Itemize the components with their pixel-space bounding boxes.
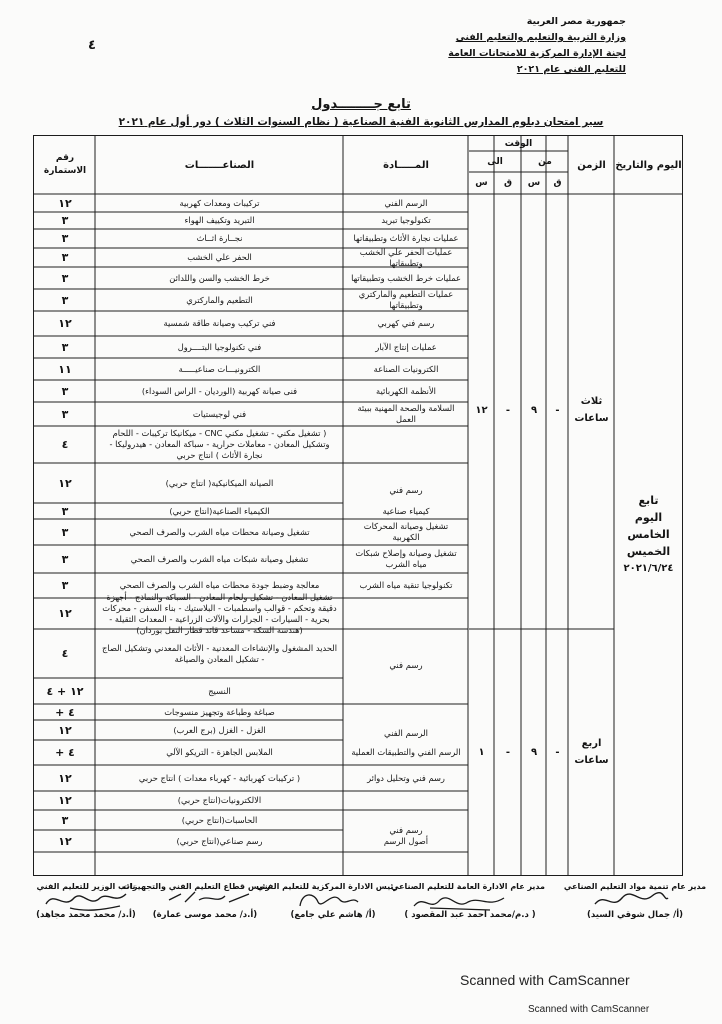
session2-duration: اربع ساعات xyxy=(574,738,609,766)
form-number-cell: ٣ xyxy=(61,504,69,518)
form-number-cell: ١٢ xyxy=(58,317,72,330)
form-number-cell: ٤ + xyxy=(55,746,75,759)
subject-cell: عمليات خرط الخشب وتطبيقاتها xyxy=(351,272,461,283)
merged-subject-rasm-fanni-1: رسم فني xyxy=(389,485,423,496)
signature-title-2: مدير عام الادارة العامة للتعليم الصناعي xyxy=(390,882,545,891)
header-to-hours: س xyxy=(475,177,488,188)
session1-from-minutes: - xyxy=(555,404,560,416)
header-subject: المـــــادة xyxy=(383,159,429,171)
header-from: من xyxy=(538,156,552,167)
form-number-cell: ٣ xyxy=(61,407,69,421)
form-number-cell: ٤ xyxy=(61,438,69,451)
industry-cell: الملابس الجاهزة - التريكو الآلي xyxy=(166,747,273,757)
header-from-minutes: ق xyxy=(553,177,562,188)
camscanner-watermark-large: Scanned with CamScanner xyxy=(460,972,630,988)
form-number-cell: ٣ xyxy=(61,271,69,285)
day-line-3: الخامس xyxy=(627,527,670,541)
form-number-cell: ٣ xyxy=(61,813,69,827)
industry-cell: تشغيل المعادن - تشكيل ولحام المعادن - السباكة والنماذج - أجهزة دقيقة وتحكم - قوالب واسطمبات - البلاستيك - بناء السفن - محركات بحرية - السيارات - الجرارات والآلات الزراعية - المعدات الثقيلة - (هندسة السكة - مساعد قائد قطار النقل بوردان) xyxy=(102,591,337,635)
industry-cell: تشغيل وصيانة محطات مياه الشرب والصرف الصحي xyxy=(129,526,310,537)
signature-title-3: رئيس الادارة المركزية للتعليم الفني xyxy=(256,882,398,891)
form-number-cell: ١٢ xyxy=(58,834,72,848)
merged-subject-rasm-fanni-3: الرسم الفني xyxy=(383,729,429,739)
header-line-committee: لجنة الإدارة المركزية للامتحانات العامة xyxy=(448,48,626,59)
header-line-year: للتعليم الفني عام ٢٠٢١ xyxy=(516,64,626,75)
subject-cell: عمليات إنتاج الآبار xyxy=(375,341,437,352)
page-number: ٤ xyxy=(88,38,96,53)
industry-cell: الكيمياء الصناعية(انتاج حربي) xyxy=(169,505,270,516)
signature-name-4: (أ.د/ محمد موسى عمارة) xyxy=(152,910,258,920)
subject-cell: كيمياء صناعية xyxy=(382,505,430,516)
industry-cell: الغزل - الغزل (برج العرب) xyxy=(173,724,266,735)
session1-to-hours: ١٢ xyxy=(475,404,488,416)
subject-cell: تشغيل وصيانة المحركات الكهربية xyxy=(363,521,449,542)
header-line-country: جمهورية مصر العربية xyxy=(526,16,626,27)
header-day-date: اليوم والتاريخ xyxy=(615,159,682,171)
signature-title-1: مدير عام تنمية مواد التعليم الصناعي xyxy=(563,882,707,891)
session1-from-hours: ٩ xyxy=(530,404,538,416)
form-number-cell: ٣ xyxy=(61,251,69,264)
subject-cell: تشغيل وصيانة وإصلاح شبكات مياه الشرب xyxy=(355,548,457,569)
subject-cell: رسم فني وتحليل دوائر xyxy=(367,772,445,783)
form-number-cell: ٣ xyxy=(61,384,69,398)
subject-cell: عمليات التطعيم والماركتري وتطبيقاتها xyxy=(358,289,454,310)
day-line-4: الخميس xyxy=(626,544,671,558)
industry-cell: خرط الخشب والسن واللدائن xyxy=(169,272,270,283)
subject-cell: رسم فني كهربي xyxy=(377,318,435,328)
signature-name-1: (أ/ جمال شوقي السيد) xyxy=(586,910,684,920)
industry-cell: نجــارة اثــاث xyxy=(196,233,243,243)
industry-cell: الحفر علي الخشب xyxy=(187,252,252,262)
industry-cell: فنى صيانة كهربية (الورديان - الراس السوداء) xyxy=(141,385,298,396)
header-industries: الصناعـــــــات xyxy=(184,159,255,171)
handwritten-signature-1 xyxy=(590,888,670,912)
subject-cell: تكنولوجيا تبريد xyxy=(381,215,431,225)
header-to-minutes: ق xyxy=(503,177,513,188)
header-duration: الزمن xyxy=(577,159,606,171)
day-date-cell xyxy=(615,195,682,873)
industry-cell: الكترونيـــات صناعيـــــة xyxy=(178,363,261,374)
form-number-cell: ٣ xyxy=(61,232,69,245)
subject-cell: عمليات نجارة الأثاث وتطبيقاتها xyxy=(353,233,459,243)
header-from-hours: س xyxy=(527,177,541,188)
form-number-cell: ٤ + xyxy=(55,705,75,719)
subject-cell: السلامة والصحة المهنية ببيئة العمل xyxy=(357,403,455,424)
camscanner-watermark-small: Scanned with CamScanner xyxy=(528,1004,650,1015)
signature-name-5: (أ.د/ محمد محمد مجاهد) xyxy=(36,910,136,920)
industry-cell: فني لوجيستيات xyxy=(192,408,247,419)
form-number-cell: ١٢ xyxy=(58,607,72,620)
industry-cell: رسم صناعي(انتاج حربي) xyxy=(176,835,263,846)
industry-cell: تركيبات ومعدات كهربية xyxy=(179,198,260,208)
header-line-ministry: وزارة التربية والتعليم والتعليم الفني xyxy=(455,32,626,43)
industry-cell: معالجة وضبط جودة محطات مياه الشرب والصرف الصحي xyxy=(119,580,320,590)
signature-name-3: (أ/ هاشم علي جامع) xyxy=(290,910,376,920)
industry-cell: فني تكنولوجيا البتــــرول xyxy=(177,341,262,352)
signature-title-5: نائب الوزير للتعليم الفني xyxy=(36,882,136,891)
form-number-cell: ١٢ xyxy=(58,771,72,785)
form-number-cell: ٣ xyxy=(61,552,69,566)
signature-title-4: رئيس قطاع التعليم الفني والتجهيزات xyxy=(121,882,270,891)
day-line-1: تابع xyxy=(638,493,659,507)
form-number-cell: ١٢ xyxy=(58,723,72,737)
subject-cell: عمليات الحفر علي الخشب وتطبيقاتها xyxy=(359,246,453,268)
form-number-cell: ١٢ + ٤ xyxy=(46,684,84,698)
form-number-cell: ٣ xyxy=(61,579,69,592)
industry-cell: الحاسبات(انتاج حربي) xyxy=(181,814,258,825)
subject-cell: الرسم الفني xyxy=(384,198,428,208)
industry-cell: ( تركيبات كهربائية - كهرباء معدات ) انتاج حربي xyxy=(138,772,301,783)
subject-cell: أصول الرسم xyxy=(383,835,429,846)
day-line-2: اليوم xyxy=(634,510,663,524)
industry-cell: الالكترونيات(انتاج حربي) xyxy=(177,795,262,805)
header-form-number: رقم الاستمارة xyxy=(43,153,87,176)
session2-from-minutes: - xyxy=(555,746,560,758)
session2-to-minutes: - xyxy=(505,746,511,758)
industry-cell: التطعيم والماركتري xyxy=(186,294,253,305)
industry-cell: الحديد المشغول والإنشاءات المعدنية - الأثاث المعدني وتشكيل الصاج - تشكيل المعادن والصياغة xyxy=(101,642,338,664)
signature-name-2: ( د.م/محمد احمد عبد المقصود ) xyxy=(404,910,536,920)
subject-cell: الكترونيات الصناعة xyxy=(373,363,439,374)
form-number-cell: ١٢ xyxy=(58,197,72,210)
industry-cell: فني تركيب وصيانة طاقة شمسية xyxy=(163,318,276,328)
document-title-text: تابع جــــــــدول xyxy=(311,97,411,112)
session2-from-hours: ٩ xyxy=(530,746,538,758)
industry-cell: ( تشغيل مكني - تشغيل مكني CNC - ميكانيكا تركيبات - اللحام وتشكيل المعادن - معاملات حرارية - سباكة المعادن - هيدروليكا - نجارة الأثاث ) انتاج حربي xyxy=(109,428,330,460)
day-date: ٢٠٢١/٦/٢٤ xyxy=(623,562,674,574)
subject-cell: تكنولوجيا تنقية مياه الشرب xyxy=(359,580,453,590)
form-number-cell: ٣ xyxy=(61,293,69,307)
form-number-cell: ١٢ xyxy=(58,794,72,807)
header-to: الى xyxy=(487,156,503,167)
subject-cell: الرسم الفني والتطبيقات العملية xyxy=(351,747,461,757)
form-number-cell: ١٢ xyxy=(58,476,72,490)
form-number-cell: ٣ xyxy=(61,340,69,354)
subject-cell: الأنظمة الكهربائية xyxy=(376,385,436,396)
industry-cell: الصيانة الميكانيكية( انتاج حربي) xyxy=(165,477,274,488)
merged-subject-rasm-fanni-2: رسم فني xyxy=(389,661,423,671)
session1-duration: ثلاث ساعات xyxy=(574,396,609,424)
industry-cell: تشغيل وصيانة شبكات مياه الشرب والصرف الصحي xyxy=(130,553,309,564)
handwritten-signature-4 xyxy=(165,886,255,912)
session2-to-hours: ١ xyxy=(478,746,485,758)
header-time: الوقت xyxy=(504,138,533,149)
merged-subject-rasm-fanni-4: رسم فني xyxy=(389,825,423,836)
industry-cell: النسيج xyxy=(208,685,231,696)
form-number-cell: ٤ xyxy=(61,647,69,660)
session1-to-minutes: - xyxy=(505,404,511,416)
form-number-cell: ٣ xyxy=(61,525,69,539)
form-number-cell: ٣ xyxy=(61,214,69,227)
industry-cell: صباغة وطباعة وتجهيز منسوجات xyxy=(164,706,275,717)
industry-cell: التبريد وتكييف الهواء xyxy=(184,215,255,225)
form-number-cell: ١١ xyxy=(58,362,72,376)
document-subtitle-text: سير امتحان دبلوم المدارس الثانوية الفنية الصناعية ( نظام السنوات الثلاث ) دور أول عام ٢٠٢١ xyxy=(118,116,604,128)
